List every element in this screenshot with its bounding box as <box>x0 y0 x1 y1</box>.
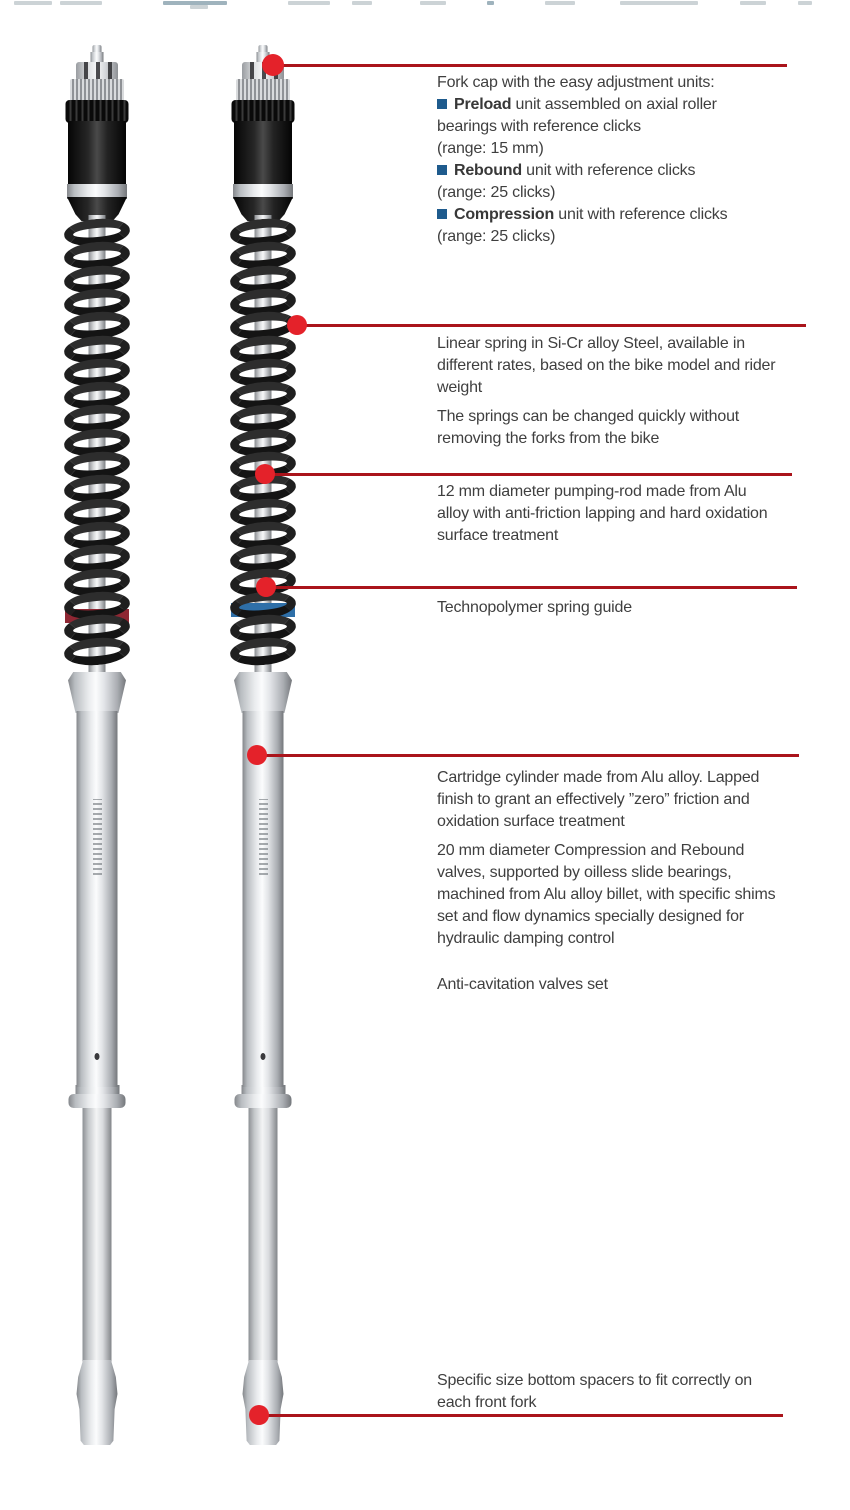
spring-guide-collar <box>68 672 126 713</box>
callout-dot-cartridge <box>247 745 267 765</box>
cropped-text-fragment <box>620 1 698 5</box>
cropped-text-fragment <box>420 1 446 5</box>
bottom-spacer <box>243 1360 284 1445</box>
bleed-hole <box>260 1053 265 1060</box>
fork-cap-range-rebound: (range: 25 clicks) <box>437 184 556 201</box>
callout-line-fork-cap <box>273 64 787 67</box>
bottom-collar-flange <box>235 1094 292 1108</box>
callout-text-cartridge <box>437 767 779 996</box>
bottom-collar <box>235 1085 292 1110</box>
cropped-text-fragment <box>190 5 208 9</box>
spring <box>230 215 296 674</box>
bullet-square-icon <box>437 209 447 219</box>
spring <box>64 215 130 674</box>
cropped-text-fragment <box>352 1 372 5</box>
cropped-text-fragment <box>60 1 102 5</box>
bottom-spacer-paragraph: Specific size bottom spacers to fit correctly on each front fork <box>437 1372 752 1411</box>
cropped-text-fragment <box>545 1 575 5</box>
bullet-square-icon <box>437 99 447 109</box>
fork-cap-body <box>234 121 292 186</box>
fork-cap-body <box>68 121 126 186</box>
callout-line-bottom-spacer <box>259 1414 783 1417</box>
callout-text-fork-cap <box>437 72 779 248</box>
callout-line-spring-guide <box>266 586 797 589</box>
spring-paragraph-2: The springs can be changed quickly without removing the forks from the bike <box>437 408 740 447</box>
callout-dot-bottom-spacer <box>249 1405 269 1425</box>
cropped-text-fragment <box>288 1 330 5</box>
bottom-collar <box>69 1085 126 1110</box>
cropped-text-fragment <box>740 1 766 5</box>
cap-silver-ring <box>67 184 127 199</box>
lower-rod <box>249 1108 278 1362</box>
fork-cap-bullet-rebound: Rebound unit with reference clicks <box>437 160 779 182</box>
callout-dot-spring <box>287 315 307 335</box>
anti-cavitation-paragraph: Anti-cavitation valves set <box>437 976 608 993</box>
cap-ribbed-ring <box>232 100 295 123</box>
spring-coil <box>229 636 297 669</box>
cap-ribbed-ring <box>66 100 129 123</box>
callout-dot-pumping-rod <box>255 464 275 484</box>
callout-line-pumping-rod <box>265 473 792 476</box>
fork-cap-bullet-preload: Preload unit assembled on axial roller bearings with reference clicks <box>437 96 717 135</box>
pumping-rod-paragraph: 12 mm diameter pumping-rod made from Alu alloy with anti-friction lapping and hard oxidation surface treatment <box>437 483 768 544</box>
bottom-collar-flange <box>69 1094 126 1108</box>
callout-dot-spring-guide <box>256 577 276 597</box>
cartridge-cylinder <box>243 711 284 1087</box>
cap-silver-ring <box>233 184 293 199</box>
knurled-adjuster <box>70 79 124 102</box>
callout-text-pumping-rod <box>437 481 779 547</box>
fork-cap-range-compression: (range: 25 clicks) <box>437 228 556 245</box>
cartridge-paragraph-1: Cartridge cylinder made from Alu alloy. Lapped finish to grant an effectively ”zero” friction and oxidation surface treatment <box>437 769 760 830</box>
spring-coil <box>63 636 131 669</box>
bottom-spacer <box>77 1360 118 1445</box>
bleed-hole <box>94 1053 99 1060</box>
bullet-square-icon <box>437 165 447 175</box>
callout-line-cartridge <box>257 754 799 757</box>
spring-guide-paragraph: Technopolymer spring guide <box>437 599 632 616</box>
fork-cartridge-left <box>64 45 130 1445</box>
callout-line-spring <box>297 324 806 327</box>
callout-text-bottom-spacer <box>437 1370 779 1414</box>
laser-etching <box>93 799 102 875</box>
knurled-adjuster <box>236 79 290 102</box>
callout-text-spring-guide <box>437 597 779 619</box>
spring-paragraph-1: Linear spring in Si-Cr alloy Steel, available in different rates, based on the bike model and rider weight <box>437 335 776 396</box>
cropped-text-fragment <box>14 1 52 5</box>
callout-text-spring <box>437 333 779 450</box>
fork-cap-intro: Fork cap with the easy adjustment units: <box>437 74 715 91</box>
cropped-text-fragment <box>798 1 812 5</box>
callout-dot-fork-cap <box>262 54 284 76</box>
fork-cartridge-right <box>230 45 296 1445</box>
spring-guide-collar <box>234 672 292 713</box>
cartridge-paragraph-2: 20 mm diameter Compression and Rebound valves, supported by oilless slide bearings, machined from Alu alloy billet, with specific shims set and flow dynamics specially designed for hydraulic damping control <box>437 842 776 947</box>
lower-rod <box>83 1108 112 1362</box>
cartridge-cylinder <box>77 711 118 1087</box>
fork-cap-bullet-compression: Compression unit with reference clicks <box>437 204 779 226</box>
fork-cap-range-preload: (range: 15 mm) <box>437 140 544 157</box>
laser-etching <box>259 799 268 875</box>
cropped-text-fragment <box>487 1 494 5</box>
